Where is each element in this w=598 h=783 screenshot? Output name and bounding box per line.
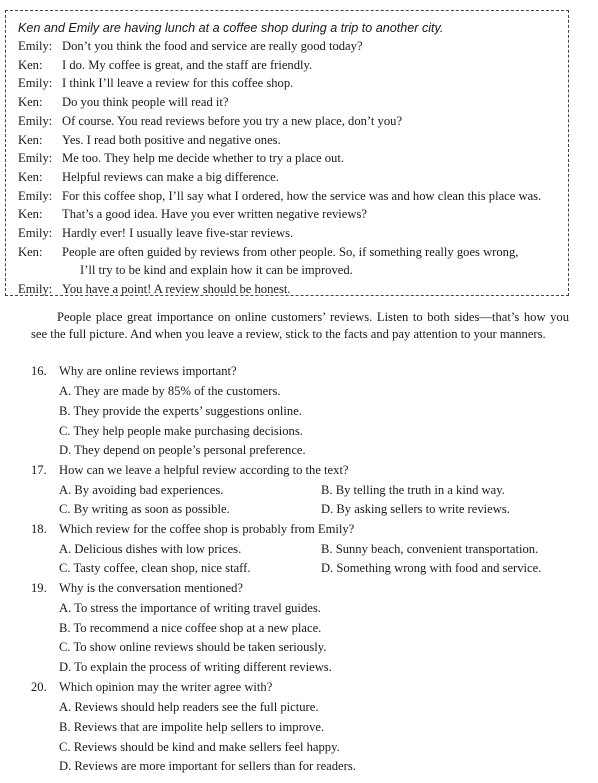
option-17-b: B. By telling the truth in a kind way. [321,483,505,497]
option-18-c: C. Tasty coffee, clean shop, nice staff. [59,561,251,575]
option-18-a: A. Delicious dishes with low prices. [59,542,242,556]
dialogue-line [18,188,541,204]
question-text: How can we leave a helpful review according to the text? [59,463,349,477]
dialogue-speaker: Emily: [18,76,53,91]
dialogue-text: People are often guided by reviews from other people. So, if something really goes wrong, [62,244,519,259]
option-16-c: C. They help people make purchasing decisions. [59,424,303,438]
question-text: Why are online reviews important? [59,364,237,378]
dialogue-text: Don’t you think the food and service are really good today? [62,39,363,53]
dialogue-speaker: Emily: [18,151,53,166]
question-text: Which review for the coffee shop is probably from Emily? [59,522,355,536]
option-19-d: D. To explain the process of writing different reviews. [59,660,332,674]
option-20-b: B. Reviews that are impolite help sellers to improve. [59,720,325,734]
dialogue-speaker: Ken: [18,95,43,110]
question-number: 19. [31,581,47,595]
dialogue-text: Hardly ever! I usually leave five-star reviews. [62,226,294,240]
question-17 [31,462,349,478]
dialogue-text: Helpful reviews can make a big difference. [62,169,279,184]
dialogue-text: You have a point! A review should be honest. [62,282,291,297]
question-number: 17. [31,463,47,477]
dialogue-text: I think I’ll leave a review for this coffee shop. [62,76,294,91]
dialogue-text: Me too. They help me decide whether to try a place out. [62,151,344,166]
dialogue-speaker: Emily: [18,282,53,297]
dialogue-line [18,57,312,73]
option-17-c: C. By writing as soon as possible. [59,502,230,516]
option-19-b: B. To recommend a nice coffee shop at a new place. [59,621,322,635]
dialogue-line [18,132,281,148]
dialogue-speaker: Emily: [18,226,53,240]
intro-paragraph: People place great importance on online customers’ reviews. Listen to both sides—that’s how you see the full picture. And when you leave a review, stick to the facts and pay attention to your manners. [31,310,569,341]
dialogue-speaker: Ken: [18,169,43,184]
dialogue-line [18,225,293,241]
dialogue-line [18,94,228,110]
option-16-d: D. They depend on people’s personal preference. [59,443,306,457]
option-19-a: A. To stress the importance of writing travel guides. [59,601,321,615]
dialogue-speaker: Emily: [18,113,53,128]
dialogue-text: I do. My coffee is great, and the staff are friendly. [62,57,313,72]
option-16-b: B. They provide the experts’ suggestions online. [59,404,302,418]
dialogue-speaker: Ken: [18,207,43,222]
dialogue-line [80,262,353,278]
option-20-d: D. Reviews are more important for sellers than for readers. [59,759,356,773]
dialogue-line [18,169,279,185]
dialogue-line [18,38,363,54]
dialogue-speaker: Emily: [18,188,53,203]
dialogue-text: I’ll try to be kind and explain how it can be improved. [80,263,353,278]
option-17-d: D. By asking sellers to write reviews. [321,502,510,516]
dialogue-line [18,244,518,260]
option-16-a: A. They are made by 85% of the customers. [59,384,281,398]
question-number: 20. [31,680,47,694]
option-20-a: A. Reviews should help readers see the full picture. [59,700,319,714]
question-16 [31,363,237,379]
option-19-c: C. To show online reviews should be taken seriously. [59,640,327,654]
dialogue-line [18,281,291,297]
dialogue-line [18,206,367,222]
question-number: 16. [31,364,47,378]
dialogue-scene: Ken and Emily are having lunch at a coffee shop during a trip to another city. [18,21,444,35]
option-18-d: D. Something wrong with food and service. [321,561,542,575]
dialogue-text: That’s a good idea. Have you ever written negative reviews? [62,207,367,222]
option-18-b: B. Sunny beach, convenient transportation. [321,542,539,556]
dialogue-line [18,150,344,166]
dialogue-speaker: Emily: [18,39,53,53]
question-19 [31,580,243,596]
question-number: 18. [31,522,47,536]
dialogue-text: Yes. I read both positive and negative ones. [62,132,281,147]
dialogue-speaker: Ken: [18,244,43,259]
question-20 [31,679,272,695]
option-17-a: A. By avoiding bad experiences. [59,483,224,497]
dialogue-speaker: Ken: [18,57,43,72]
dialogue-text: Of course. You read reviews before you try a new place, don’t you? [62,113,403,128]
question-18 [31,521,354,537]
option-20-c: C. Reviews should be kind and make sellers feel happy. [59,740,340,754]
question-text: Which opinion may the writer agree with? [59,680,273,694]
question-text: Why is the conversation mentioned? [59,581,243,595]
dialogue-line [18,75,293,91]
dialogue-text: For this coffee shop, I’ll say what I ordered, how the service was and how clean this place was. [62,188,542,203]
dialogue-text: Do you think people will read it? [62,95,229,110]
dialogue-speaker: Ken: [18,132,43,147]
dialogue-line [18,113,402,129]
